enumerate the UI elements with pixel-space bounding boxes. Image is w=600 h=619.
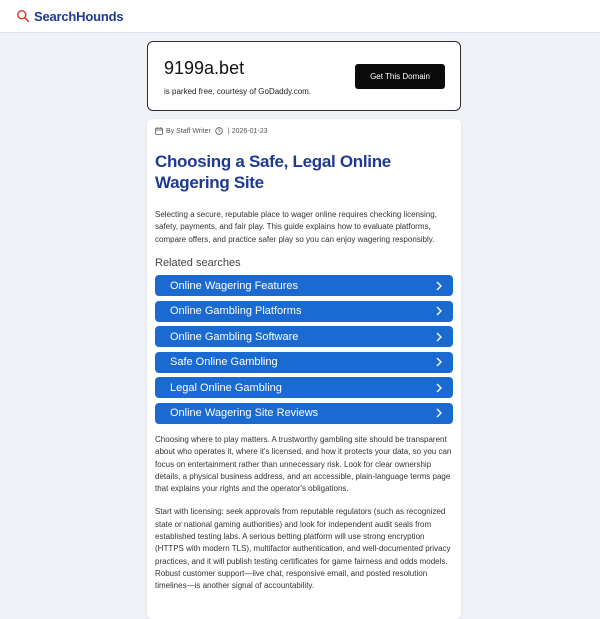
domain-name: 9199a.bet <box>164 58 245 78</box>
domain-parked-banner <box>147 41 461 111</box>
chevron-right-icon <box>435 306 443 316</box>
get-this-domain-button[interactable]: Get This Domain <box>355 64 445 89</box>
related-search-link[interactable] <box>155 326 453 347</box>
clock-icon <box>215 127 223 135</box>
related-search-link[interactable] <box>155 275 453 296</box>
article-date: 2026-01-23 <box>231 127 268 135</box>
related-search-label: Safe Online Gambling <box>170 356 278 368</box>
domain-parked-note: is parked free, courtesy of GoDaddy.com. <box>164 87 312 96</box>
search-icon[interactable] <box>16 9 30 23</box>
related-search-label: Online Wagering Features <box>170 279 298 292</box>
chevron-right-icon <box>435 408 443 418</box>
chevron-right-icon <box>435 332 443 342</box>
related-search-label: Online Gambling Software <box>170 330 299 343</box>
related-search-link[interactable] <box>155 352 453 373</box>
chevron-right-icon <box>435 383 443 393</box>
chevron-right-icon <box>435 281 443 291</box>
calendar-icon <box>155 127 163 135</box>
article-paragraph: Start with licensing: seek approvals from reputable regulators (such as recognized state or national gaming authorities) and look for independent audit seals from established testing labs. A serious betting platform will use strong encryption (HTTPS with modern TLS), multifactor authentication, and well-documented privacy practices, and it will publish testing certificates for game fairness and odds models. Robust customer support—live chat, responsive email, and posted resolution timelines—is another signal of accountability. <box>155 507 451 591</box>
article-paragraph: Choosing where to play matters. A trustworthy gambling site should be transparent about who operates it, where it's licensed, and how it protects your data, so you can focus on entertainment rather than unnecessary risk. Look for clear ownership details, a physical business address, and an accessible, plain-language terms page that explains your rights and the operator's obligations. <box>155 435 452 494</box>
meta-separator: | <box>227 127 230 135</box>
article-body <box>155 434 455 604</box>
top-bar <box>0 0 600 33</box>
related-searches-heading: Related searches <box>155 257 241 269</box>
article-card <box>147 119 461 619</box>
article-intro: Selecting a secure, reputable place to wager online requires checking licensing, safety, payments, and fair play. This guide explains how to evaluate platforms, compare offers, and practice safer play so you can enjoy wagering responsibly. <box>155 210 437 244</box>
chevron-right-icon <box>435 357 443 367</box>
related-search-label: Legal Online Gambling <box>170 381 282 394</box>
related-searches-list <box>155 275 453 428</box>
related-search-link[interactable] <box>155 301 453 322</box>
related-search-label: Online Gambling Platforms <box>170 305 302 317</box>
related-search-link[interactable] <box>155 403 453 424</box>
related-search-label: Online Wagering Site Reviews <box>170 407 319 419</box>
related-search-link[interactable] <box>155 377 453 398</box>
article-author: By Staff Writer <box>166 127 211 135</box>
article-title: Choosing a Safe, Legal Online Wagering Site <box>155 152 391 192</box>
brand-logo-text[interactable]: SearchHounds <box>34 8 124 24</box>
article-meta <box>155 127 268 135</box>
